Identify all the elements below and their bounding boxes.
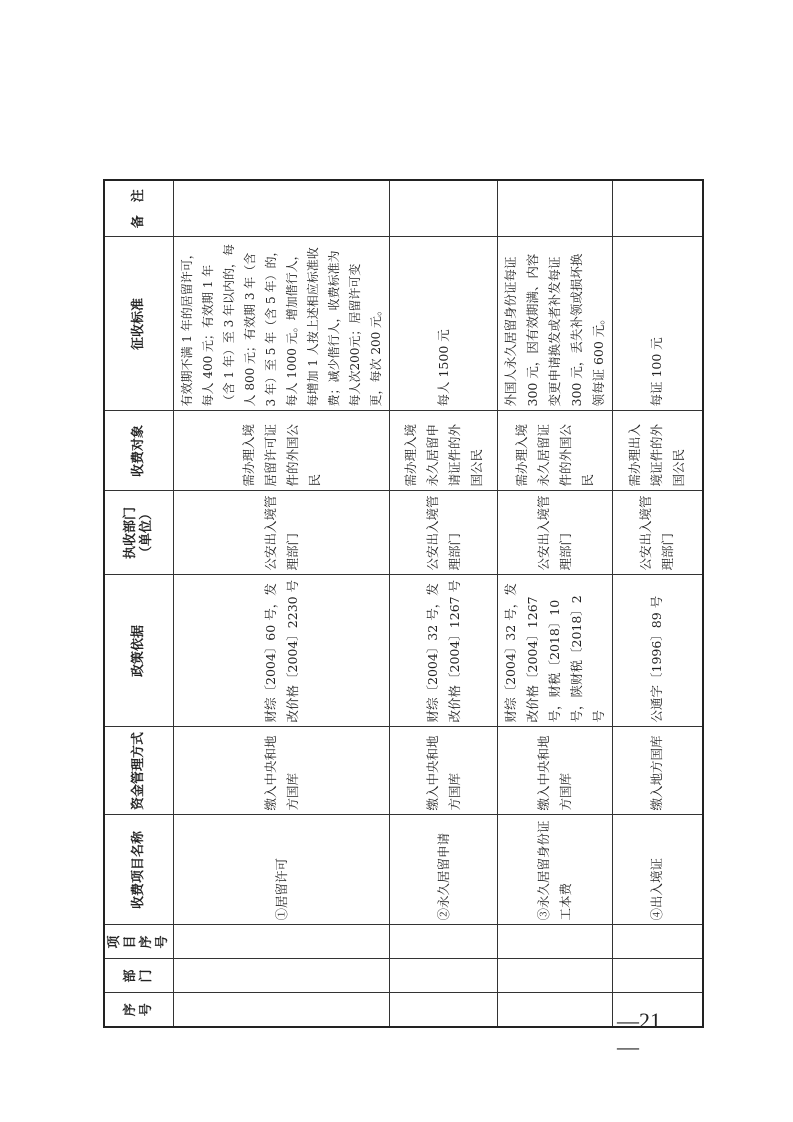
header-standard: 征收标准 bbox=[104, 237, 174, 411]
cell-item-no bbox=[613, 925, 703, 959]
cell-item-no bbox=[498, 925, 613, 959]
cell-dept bbox=[390, 959, 498, 993]
cell-agency: 公安出入境管理部门 bbox=[390, 491, 498, 575]
cell-agency: 公安出入境管理部门 bbox=[498, 491, 613, 575]
header-policy: 政策依据 bbox=[104, 575, 174, 727]
cell-note bbox=[390, 180, 498, 237]
cell-item-no bbox=[390, 925, 498, 959]
cell-item-name: ③永久居留身份证工本费 bbox=[498, 815, 613, 925]
cell-note bbox=[498, 180, 613, 237]
header-fund-method: 资金管理方式 bbox=[104, 727, 174, 815]
cell-dept bbox=[498, 959, 613, 993]
table-row bbox=[174, 180, 390, 1027]
header-payer: 收费对象 bbox=[104, 411, 174, 491]
table-header-row bbox=[104, 180, 174, 1027]
cell-standard: 每人 1500 元 bbox=[390, 237, 498, 411]
cell-fund-method: 缴入中央和地方国库 bbox=[390, 727, 498, 815]
cell-dept bbox=[174, 959, 390, 993]
cell-payer: 需办理入境居留许可证件的外国公民 bbox=[174, 411, 390, 491]
header-item-no: 项目序号 bbox=[104, 925, 174, 959]
cell-item-no bbox=[174, 925, 390, 959]
cell-agency: 公安出入境管理部门 bbox=[174, 491, 390, 575]
header-item-name: 收费项目名称 bbox=[104, 815, 174, 925]
fee-table bbox=[103, 179, 704, 1028]
cell-seq bbox=[174, 993, 390, 1027]
header-agency: 执收部门（单位） bbox=[104, 491, 174, 575]
cell-item-name: ④出入境证 bbox=[613, 815, 703, 925]
table-row bbox=[498, 180, 613, 1027]
cell-standard: 每证 100 元 bbox=[613, 237, 703, 411]
cell-agency: 公安出入境管理部门 bbox=[613, 491, 703, 575]
cell-payer: 需办理入境永久居留申请证件的外国公民 bbox=[390, 411, 498, 491]
cell-item-name: ①居留许可 bbox=[174, 815, 390, 925]
cell-payer: 需办理出入境证件的外国公民 bbox=[613, 411, 703, 491]
cell-payer: 需办理入境永久居留证件的外国公民 bbox=[498, 411, 613, 491]
cell-standard: 外国人永久居留身份证每证 300 元，因有效期满、内容变更申请换发或者补发每证 300 元，丢失补领或损坏换领每证 600 元。 bbox=[498, 237, 613, 411]
cell-seq bbox=[498, 993, 613, 1027]
header-seq: 序号 bbox=[104, 993, 174, 1027]
cell-note bbox=[174, 180, 390, 237]
cell-item-name: ②永久居留申请 bbox=[390, 815, 498, 925]
cell-policy: 公通字〔1996〕89 号 bbox=[613, 575, 703, 727]
cell-policy: 财综〔2004〕32 号，发改价格〔2004〕1267 号 bbox=[390, 575, 498, 727]
cell-fund-method: 缴入地方国库 bbox=[613, 727, 703, 815]
table-row bbox=[613, 180, 703, 1027]
cell-fund-method: 缴入中央和地方国库 bbox=[498, 727, 613, 815]
cell-fund-method: 缴入中央和地方国库 bbox=[174, 727, 390, 815]
cell-note bbox=[613, 180, 703, 237]
cell-policy: 财综〔2004〕32 号，发改价格〔2004〕1267 号，财税〔2018〕10 号，陕财税〔2018〕2 号 bbox=[498, 575, 613, 727]
fee-table-rotated bbox=[103, 181, 690, 1028]
cell-dept bbox=[613, 959, 703, 993]
page-number: —21— bbox=[617, 1008, 661, 1059]
cell-standard: 有效期不满 1 年的居留许可，每人 400 元；有效期 1 年（含 1 年）至 3 年以内的，每人 800 元；有效期 3 年（含 3 年）至 5 年（含 5 年）的，每人 1000 元。增加偕行人，每增加 1 人按上述相应标准收费；减少偕行人，收费标准为每人次200元；居留许可变更，每次 200 元。 bbox=[174, 237, 390, 411]
header-note: 备 注 bbox=[104, 180, 174, 237]
header-dept: 部门 bbox=[104, 959, 174, 993]
cell-seq bbox=[390, 993, 498, 1027]
table-row bbox=[390, 180, 498, 1027]
cell-policy: 财综〔2004〕60 号，发改价格〔2004〕2230 号 bbox=[174, 575, 390, 727]
